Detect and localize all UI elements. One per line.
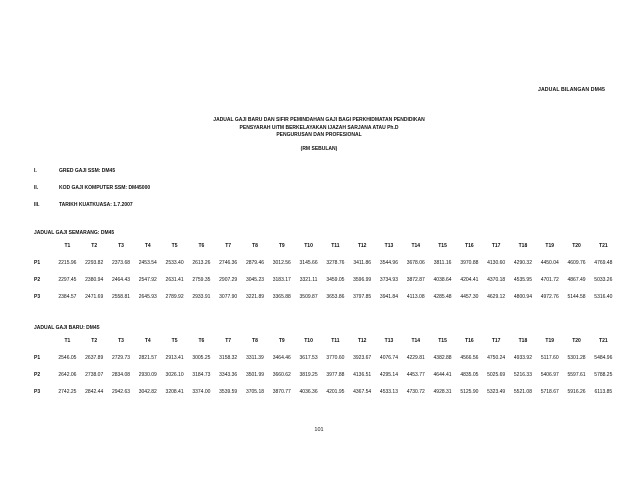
salary-cell: 3045.23 xyxy=(245,276,265,283)
salary-cell: 4644.41 xyxy=(433,371,452,378)
header-row xyxy=(34,238,617,254)
salary-cell: 4204.41 xyxy=(460,276,479,283)
column-header: T10 xyxy=(304,338,313,344)
salary-cell: 3811.16 xyxy=(433,259,452,266)
column-header: T6 xyxy=(198,338,205,344)
salary-cell: 3770.60 xyxy=(326,354,345,361)
column-header: T10 xyxy=(304,243,313,249)
salary-cell: 2913.41 xyxy=(165,354,184,361)
column-header: T21 xyxy=(599,338,608,344)
salary-cell: 2373.68 xyxy=(111,259,131,266)
salary-cell: 2738.07 xyxy=(85,371,104,378)
salary-cell: 4928.31 xyxy=(433,388,452,395)
column-header: T8 xyxy=(252,338,258,344)
info-text: KOD GAJI KOMPUTER SSM: DM45000 xyxy=(59,185,151,191)
salary-cell: 3977.88 xyxy=(326,371,345,378)
salary-cell: 2297.45 xyxy=(58,276,77,283)
salary-cell: 2821.57 xyxy=(138,354,157,361)
corner-cell xyxy=(34,238,54,254)
column-header: T16 xyxy=(465,243,474,249)
table-row xyxy=(34,349,617,366)
salary-cell: 3321.11 xyxy=(299,276,318,283)
column-header: T7 xyxy=(225,338,232,344)
title-line: PENSYARAH UiTM BERKELAYAKAN IJAZAH SARJANA ATAU Ph.D xyxy=(239,124,399,131)
table-row xyxy=(34,254,617,271)
salary-cell: 4295.14 xyxy=(379,371,398,378)
salary-cell: 3544.96 xyxy=(379,259,398,266)
column-header: T15 xyxy=(438,243,447,249)
info-number: I. xyxy=(34,168,37,174)
salary-cell: 5117.60 xyxy=(540,354,559,361)
column-header: T4 xyxy=(144,243,151,249)
salary-cell: 4533.13 xyxy=(379,388,398,395)
salary-cell: 4290.32 xyxy=(513,259,532,266)
salary-cell: 5033.26 xyxy=(594,276,613,283)
column-header: T9 xyxy=(278,243,285,249)
salary-cell: 3501.99 xyxy=(245,371,265,378)
salary-cell: 3617.53 xyxy=(299,354,318,361)
salary-table-old xyxy=(34,238,617,305)
column-header: T17 xyxy=(491,243,501,249)
salary-cell: 2933.91 xyxy=(192,293,211,300)
salary-cell: 2546.05 xyxy=(58,354,77,361)
column-header: T18 xyxy=(518,243,528,249)
row-label: P2 xyxy=(34,276,41,283)
salary-cell: 2471.69 xyxy=(85,293,104,300)
salary-cell: 2380.94 xyxy=(85,276,104,283)
salary-cell: 2645.93 xyxy=(138,293,157,300)
column-header: T15 xyxy=(438,338,447,344)
salary-cell: 3026.10 xyxy=(165,371,184,378)
salary-cell: 3941.84 xyxy=(379,293,398,300)
salary-cell: 3343.36 xyxy=(219,371,238,378)
section-heading: JADUAL GAJI SEMARANG: DM45 xyxy=(34,230,115,236)
salary-cell: 4566.56 xyxy=(460,354,479,361)
section-heading: JADUAL GAJI BARU: DM45 xyxy=(34,325,100,331)
info-number: II. xyxy=(34,185,39,191)
salary-cell: 3653.86 xyxy=(326,293,345,300)
salary-cell: 3005.25 xyxy=(192,354,211,361)
salary-cell: 3184.73 xyxy=(192,371,211,378)
column-header: T20 xyxy=(572,338,581,344)
column-header: T3 xyxy=(118,338,124,344)
salary-cell: 2384.57 xyxy=(58,293,77,300)
info-number: III. xyxy=(34,202,40,208)
salary-cell: 5916.26 xyxy=(567,388,586,395)
salary-cell: 3278.76 xyxy=(326,259,345,266)
salary-cell: 3158.32 xyxy=(219,354,238,361)
salary-table-new xyxy=(34,333,617,400)
column-header: T14 xyxy=(411,243,421,249)
salary-cell: 5597.61 xyxy=(567,371,586,378)
salary-cell: 4750.24 xyxy=(487,354,506,361)
corner-cell xyxy=(34,333,54,349)
column-header: T5 xyxy=(171,338,178,344)
column-header: T3 xyxy=(118,243,124,249)
salary-cell: 3970.88 xyxy=(460,259,479,266)
column-header: T7 xyxy=(225,243,232,249)
salary-cell: 3734.93 xyxy=(379,276,398,283)
salary-cell: 4201.95 xyxy=(326,388,345,395)
salary-cell: 2293.82 xyxy=(85,259,104,266)
salary-cell: 2631.41 xyxy=(165,276,184,283)
salary-cell: 4457.30 xyxy=(460,293,479,300)
salary-cell: 3872.87 xyxy=(406,276,425,283)
salary-cell: 4701.72 xyxy=(540,276,559,283)
salary-cell: 5144.58 xyxy=(567,293,586,300)
salary-cell: 2729.73 xyxy=(111,354,131,361)
column-header: T14 xyxy=(411,338,421,344)
salary-cell: 2789.92 xyxy=(165,293,184,300)
salary-cell: 4800.94 xyxy=(513,293,532,300)
column-header: T5 xyxy=(171,243,178,249)
salary-cell: 4972.76 xyxy=(540,293,559,300)
info-text: GRED GAJI SSM: DM45 xyxy=(59,168,116,174)
salary-cell: 2215.96 xyxy=(58,259,77,266)
salary-cell: 5484.96 xyxy=(594,354,613,361)
table-row xyxy=(34,271,617,288)
column-header: T20 xyxy=(572,243,581,249)
info-item xyxy=(34,168,115,174)
salary-cell: 3183.17 xyxy=(272,276,291,283)
column-header: T11 xyxy=(331,243,340,249)
salary-cell: 5406.97 xyxy=(540,371,559,378)
salary-cell: 3797.85 xyxy=(353,293,372,300)
salary-cell: 4113.08 xyxy=(406,293,425,300)
column-header: T1 xyxy=(64,338,71,344)
salary-cell: 4136.51 xyxy=(353,371,372,378)
column-header: T6 xyxy=(198,243,205,249)
salary-cell: 4370.18 xyxy=(487,276,506,283)
salary-cell: 6113.85 xyxy=(594,388,613,395)
salary-cell: 5316.40 xyxy=(594,293,613,300)
salary-cell: 4769.48 xyxy=(594,259,613,266)
row-label: P1 xyxy=(34,354,41,361)
row-label: P3 xyxy=(34,293,41,300)
salary-cell: 2742.25 xyxy=(58,388,77,395)
salary-cell: 3660.62 xyxy=(272,371,291,378)
table-row xyxy=(34,288,617,305)
salary-cell: 3374.00 xyxy=(192,388,211,395)
salary-cell: 2453.54 xyxy=(138,259,157,266)
salary-cell: 3923.67 xyxy=(353,354,372,361)
salary-cell: 4867.49 xyxy=(567,276,586,283)
column-header: T19 xyxy=(545,243,555,249)
salary-cell: 3509.87 xyxy=(299,293,318,300)
column-header: T13 xyxy=(384,243,394,249)
row-label: P1 xyxy=(34,259,41,266)
salary-cell: 3539.59 xyxy=(219,388,238,395)
header-row xyxy=(34,333,617,349)
salary-cell: 2746.36 xyxy=(219,259,238,266)
salary-cell: 3208.41 xyxy=(165,388,184,395)
title-line: PENGURUSAN DAN PROFESIONAL xyxy=(276,132,362,139)
salary-cell: 3596.99 xyxy=(353,276,372,283)
column-header: T11 xyxy=(331,338,340,344)
salary-cell: 2637.89 xyxy=(85,354,104,361)
column-header: T9 xyxy=(278,338,285,344)
salary-cell: 4038.64 xyxy=(433,276,452,283)
salary-cell: 5788.25 xyxy=(594,371,613,378)
salary-cell: 3411.86 xyxy=(353,259,372,266)
row-label: P3 xyxy=(34,388,41,395)
table-row xyxy=(34,383,617,400)
salary-cell: 2642.06 xyxy=(58,371,77,378)
table-reference: JADUAL BILANGAN DM45 xyxy=(537,87,605,93)
salary-cell: 2558.81 xyxy=(111,293,131,300)
column-header: T13 xyxy=(384,338,394,344)
salary-cell: 2842.44 xyxy=(85,388,104,395)
salary-cell: 5718.67 xyxy=(540,388,559,395)
document-title xyxy=(0,117,638,140)
salary-cell: 5216.33 xyxy=(513,371,532,378)
salary-cell: 4453.77 xyxy=(406,371,425,378)
salary-cell: 4933.92 xyxy=(513,354,532,361)
salary-cell: 4367.54 xyxy=(353,388,372,395)
column-header: T1 xyxy=(64,243,71,249)
salary-cell: 3819.25 xyxy=(299,371,318,378)
column-header: T2 xyxy=(91,338,98,344)
column-header: T4 xyxy=(144,338,151,344)
salary-cell: 2907.29 xyxy=(219,276,238,283)
column-header: T16 xyxy=(465,338,474,344)
salary-cell: 3464.46 xyxy=(272,354,291,361)
salary-cell: 3012.56 xyxy=(272,259,291,266)
salary-cell: 4535.95 xyxy=(513,276,532,283)
salary-cell: 5521.08 xyxy=(513,388,532,395)
salary-cell: 5323.49 xyxy=(487,388,506,395)
salary-cell: 2533.40 xyxy=(165,259,184,266)
row-label: P2 xyxy=(34,371,41,378)
column-header: T17 xyxy=(491,338,501,344)
column-header: T12 xyxy=(357,338,367,344)
salary-cell: 2942.63 xyxy=(111,388,131,395)
page-number: 101 xyxy=(314,427,324,433)
salary-cell: 2464.43 xyxy=(111,276,131,283)
column-header: T2 xyxy=(91,243,98,249)
salary-cell: 4629.12 xyxy=(487,293,506,300)
unit-label: (RM SEBULAN) xyxy=(300,146,338,152)
salary-cell: 2879.46 xyxy=(245,259,265,266)
salary-cell: 4450.04 xyxy=(540,259,559,266)
salary-cell: 2930.09 xyxy=(138,371,157,378)
salary-cell: 4076.74 xyxy=(379,354,398,361)
salary-cell: 3221.89 xyxy=(245,293,265,300)
salary-cell: 2759.35 xyxy=(192,276,211,283)
salary-cell: 4130.60 xyxy=(487,259,506,266)
column-header: T21 xyxy=(599,243,608,249)
salary-cell: 4036.36 xyxy=(299,388,318,395)
salary-cell: 3705.18 xyxy=(245,388,265,395)
salary-cell: 3042.82 xyxy=(138,388,157,395)
salary-cell: 3077.90 xyxy=(219,293,238,300)
column-header: T8 xyxy=(252,243,258,249)
table-row xyxy=(34,366,617,383)
column-header: T12 xyxy=(357,243,367,249)
title-line: JADUAL GAJI BARU DAN SIFIR PEMINDAHAN GAJI BAGI PERKHIDMATAN PENDIDIKAN xyxy=(213,117,425,123)
salary-cell: 3311.39 xyxy=(246,354,264,361)
salary-cell: 5125.90 xyxy=(460,388,479,395)
salary-cell: 5301.28 xyxy=(567,354,586,361)
salary-cell: 2613.26 xyxy=(192,259,211,266)
salary-cell: 4730.72 xyxy=(406,388,425,395)
salary-cell: 4229.81 xyxy=(406,354,425,361)
salary-cell: 5025.69 xyxy=(487,371,506,378)
salary-cell: 3145.66 xyxy=(299,259,318,266)
salary-cell: 4285.48 xyxy=(433,293,452,300)
salary-cell: 3678.06 xyxy=(406,259,425,266)
info-text: TARIKH KUATKUASA: 1.7.2007 xyxy=(59,202,133,208)
salary-cell: 3365.88 xyxy=(272,293,291,300)
column-header: T18 xyxy=(518,338,528,344)
salary-cell: 2834.08 xyxy=(111,371,131,378)
salary-cell: 4609.76 xyxy=(567,259,586,266)
salary-cell: 2547.92 xyxy=(138,276,157,283)
salary-cell: 4382.88 xyxy=(433,354,452,361)
salary-cell: 4835.05 xyxy=(460,371,479,378)
info-item xyxy=(34,185,150,191)
column-header: T19 xyxy=(545,338,555,344)
salary-cell: 3459.05 xyxy=(326,276,345,283)
salary-cell: 3870.77 xyxy=(272,388,291,395)
info-item xyxy=(34,202,133,208)
